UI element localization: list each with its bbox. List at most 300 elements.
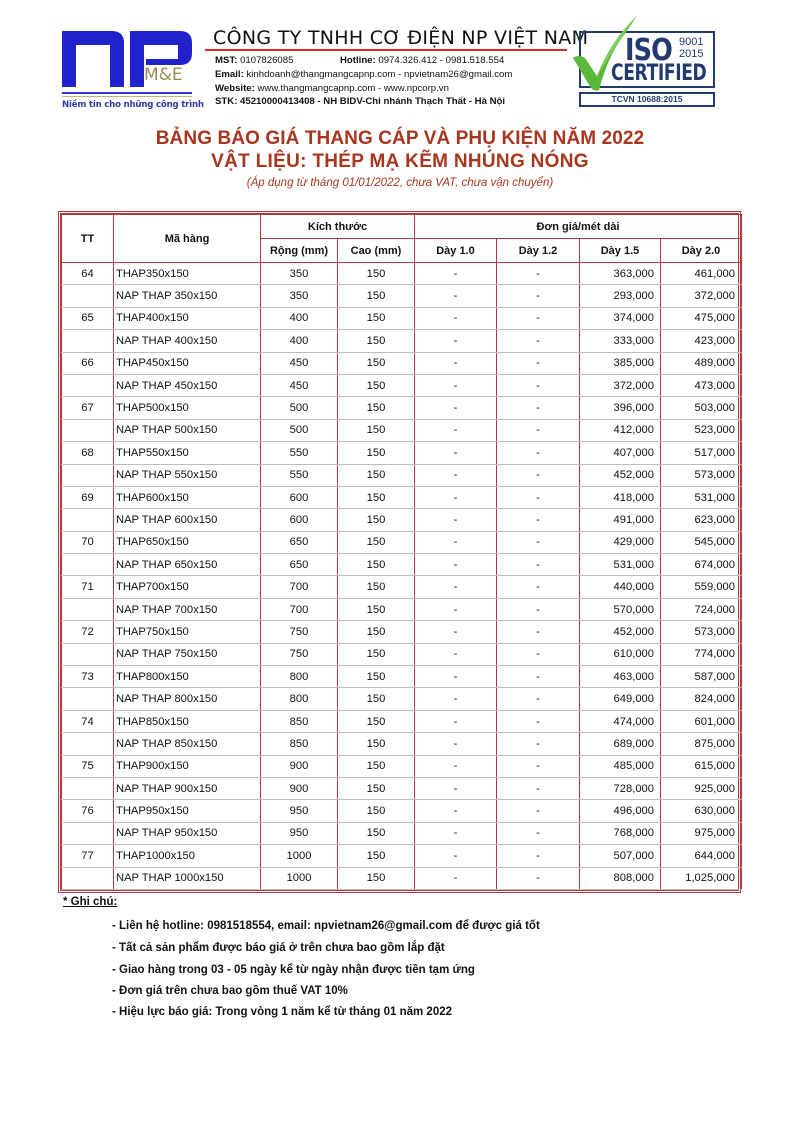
cell-code: NAP THAP 1000x150: [114, 867, 261, 889]
cell-code: THAP650x150: [114, 531, 261, 553]
table-row: [62, 442, 742, 464]
cell-height: 150: [338, 464, 415, 486]
cell-tt: [62, 688, 114, 710]
table-row: [62, 822, 742, 844]
logo-suffix: M&E: [144, 65, 183, 85]
cell-code: NAP THAP 700x150: [114, 598, 261, 620]
cell-code: THAP850x150: [114, 710, 261, 732]
cell-thickness-1-5: 808,000: [580, 867, 661, 889]
cell-thickness-1-5: 374,000: [580, 307, 661, 329]
cell-thickness-1-2: -: [497, 822, 580, 844]
cell-height: 150: [338, 800, 415, 822]
cell-height: 150: [338, 710, 415, 732]
cell-thickness-2-0: 517,000: [661, 442, 742, 464]
cell-code: NAP THAP 550x150: [114, 464, 261, 486]
cell-width: 450: [261, 374, 338, 396]
material-title: VẬT LIỆU: THÉP MẠ KẼM NHÚNG NÓNG: [211, 151, 589, 172]
cell-thickness-1-0: -: [415, 710, 497, 732]
col-header-width: Rộng (mm): [261, 239, 338, 263]
cell-thickness-1-0: -: [415, 330, 497, 352]
col-header-tt: TT: [62, 215, 114, 263]
cell-tt: [62, 285, 114, 307]
cell-code: NAP THAP 750x150: [114, 643, 261, 665]
document-title: BẢNG BÁO GIÁ THANG CÁP VÀ PHỤ KIỆN NĂM 2022: [155, 128, 645, 149]
cell-tt: 69: [62, 486, 114, 508]
cell-thickness-1-2: -: [497, 486, 580, 508]
cell-thickness-1-5: 768,000: [580, 822, 661, 844]
cell-thickness-1-2: -: [497, 576, 580, 598]
checkmark-icon: [571, 14, 641, 94]
price-table: [61, 214, 742, 890]
cell-code: NAP THAP 350x150: [114, 285, 261, 307]
cell-thickness-1-5: 610,000: [580, 643, 661, 665]
tcvn-label: TCVN 10688:2015: [579, 92, 715, 107]
cell-thickness-2-0: 623,000: [661, 509, 742, 531]
cell-thickness-1-2: -: [497, 352, 580, 374]
note-item: - Liên hệ hotline: 0981518554, email: npvietnam26@gmail.com để được giá tốt: [112, 920, 540, 932]
cell-width: 450: [261, 352, 338, 374]
cell-thickness-2-0: 372,000: [661, 285, 742, 307]
table-row: [62, 554, 742, 576]
cell-height: 150: [338, 688, 415, 710]
cell-thickness-1-5: 385,000: [580, 352, 661, 374]
cell-code: NAP THAP 950x150: [114, 822, 261, 844]
tax-code: [215, 55, 293, 66]
cell-thickness-1-0: -: [415, 442, 497, 464]
cell-thickness-1-0: -: [415, 666, 497, 688]
document-subtitle: (Áp dụng từ tháng 01/01/2022, chưa VAT, chưa vận chuyển): [246, 177, 554, 189]
table-body: [62, 263, 742, 890]
cell-thickness-1-0: -: [415, 688, 497, 710]
cell-width: 550: [261, 442, 338, 464]
cell-height: 150: [338, 822, 415, 844]
cell-width: 500: [261, 419, 338, 441]
iso-standard: [679, 36, 703, 60]
cell-code: THAP350x150: [114, 263, 261, 285]
cell-thickness-1-5: 418,000: [580, 486, 661, 508]
cell-width: 700: [261, 598, 338, 620]
notes-title: * Ghi chú:: [63, 896, 118, 908]
col-header-thickness-1-5: Dày 1.5: [580, 239, 661, 263]
cell-tt: [62, 374, 114, 396]
cell-thickness-1-5: 649,000: [580, 688, 661, 710]
cell-code: NAP THAP 650x150: [114, 554, 261, 576]
cell-width: 350: [261, 263, 338, 285]
table-row: [62, 688, 742, 710]
cell-thickness-2-0: 674,000: [661, 554, 742, 576]
cell-width: 500: [261, 397, 338, 419]
cell-thickness-1-2: -: [497, 800, 580, 822]
cell-thickness-1-5: 333,000: [580, 330, 661, 352]
cell-thickness-1-2: -: [497, 867, 580, 889]
cell-thickness-1-2: -: [497, 598, 580, 620]
cell-thickness-2-0: 475,000: [661, 307, 742, 329]
cell-width: 900: [261, 777, 338, 799]
cell-thickness-1-0: -: [415, 554, 497, 576]
cell-tt: 68: [62, 442, 114, 464]
cell-tt: [62, 598, 114, 620]
cell-height: 150: [338, 285, 415, 307]
table-row: [62, 486, 742, 508]
cell-height: 150: [338, 419, 415, 441]
cell-thickness-1-2: -: [497, 374, 580, 396]
table-row: [62, 307, 742, 329]
cell-thickness-1-2: -: [497, 755, 580, 777]
cell-thickness-1-2: -: [497, 307, 580, 329]
table-row: [62, 352, 742, 374]
cell-width: 600: [261, 509, 338, 531]
table-row: [62, 867, 742, 889]
cell-tt: [62, 643, 114, 665]
cell-height: 150: [338, 867, 415, 889]
cell-height: 150: [338, 755, 415, 777]
note-item: - Đơn giá trên chưa bao gồm thuế VAT 10%: [112, 985, 348, 997]
price-table-container: [58, 211, 741, 893]
cell-height: 150: [338, 845, 415, 867]
cell-height: 150: [338, 777, 415, 799]
table-row: [62, 263, 742, 285]
cell-height: 150: [338, 397, 415, 419]
cell-width: 650: [261, 531, 338, 553]
cell-thickness-2-0: 523,000: [661, 419, 742, 441]
table-row: [62, 397, 742, 419]
cell-thickness-1-0: -: [415, 285, 497, 307]
cell-tt: [62, 777, 114, 799]
cell-thickness-2-0: 615,000: [661, 755, 742, 777]
cell-height: 150: [338, 442, 415, 464]
website: [215, 83, 449, 94]
cell-code: NAP THAP 500x150: [114, 419, 261, 441]
cell-thickness-2-0: 975,000: [661, 822, 742, 844]
cell-thickness-2-0: 573,000: [661, 464, 742, 486]
cell-thickness-1-0: -: [415, 621, 497, 643]
cell-thickness-1-0: -: [415, 867, 497, 889]
cell-thickness-2-0: 489,000: [661, 352, 742, 374]
cell-code: NAP THAP 600x150: [114, 509, 261, 531]
cell-thickness-2-0: 1,025,000: [661, 867, 742, 889]
cell-tt: [62, 464, 114, 486]
cell-thickness-1-2: -: [497, 531, 580, 553]
cell-thickness-1-5: 570,000: [580, 598, 661, 620]
tax-code-label: MST:: [215, 55, 238, 66]
cell-thickness-1-2: -: [497, 845, 580, 867]
logo-divider: [62, 92, 192, 94]
table-row: [62, 330, 742, 352]
cell-code: THAP900x150: [114, 755, 261, 777]
cell-height: 150: [338, 307, 415, 329]
cell-height: 150: [338, 352, 415, 374]
cell-width: 400: [261, 307, 338, 329]
cell-height: 150: [338, 598, 415, 620]
cell-thickness-1-0: -: [415, 822, 497, 844]
cell-width: 950: [261, 800, 338, 822]
cell-thickness-1-5: 689,000: [580, 733, 661, 755]
cell-thickness-1-0: -: [415, 509, 497, 531]
table-row: [62, 598, 742, 620]
table-row: [62, 733, 742, 755]
cell-thickness-1-5: 412,000: [580, 419, 661, 441]
cell-code: NAP THAP 850x150: [114, 733, 261, 755]
cell-tt: [62, 554, 114, 576]
cell-height: 150: [338, 509, 415, 531]
cell-thickness-1-2: -: [497, 330, 580, 352]
col-header-thickness-1-2: Dày 1.2: [497, 239, 580, 263]
cell-tt: [62, 509, 114, 531]
cell-thickness-1-5: 728,000: [580, 777, 661, 799]
cell-thickness-1-0: -: [415, 263, 497, 285]
cell-width: 800: [261, 666, 338, 688]
logo-tagline: Niềm tin cho những công trình: [62, 100, 204, 110]
cell-thickness-1-2: -: [497, 621, 580, 643]
cell-thickness-1-5: 396,000: [580, 397, 661, 419]
cell-thickness-1-2: -: [497, 509, 580, 531]
cell-thickness-2-0: 461,000: [661, 263, 742, 285]
iso-number: 9001: [679, 36, 704, 48]
cell-tt: 75: [62, 755, 114, 777]
col-header-thickness-2-0: Dày 2.0: [661, 239, 742, 263]
cell-thickness-1-0: -: [415, 464, 497, 486]
cell-thickness-2-0: 774,000: [661, 643, 742, 665]
cell-thickness-1-2: -: [497, 464, 580, 486]
cell-thickness-2-0: 724,000: [661, 598, 742, 620]
cell-tt: 73: [62, 666, 114, 688]
iso-year: 2015: [679, 48, 704, 60]
cell-thickness-2-0: 559,000: [661, 576, 742, 598]
cell-thickness-1-5: 491,000: [580, 509, 661, 531]
cell-height: 150: [338, 486, 415, 508]
col-group-size: Kích thước: [261, 215, 415, 239]
cell-tt: 66: [62, 352, 114, 374]
cell-code: NAP THAP 450x150: [114, 374, 261, 396]
cell-code: THAP450x150: [114, 352, 261, 374]
cell-thickness-1-5: 474,000: [580, 710, 661, 732]
iso-certified-badge: [571, 14, 721, 109]
cell-thickness-1-0: -: [415, 419, 497, 441]
cell-width: 600: [261, 486, 338, 508]
cell-width: 900: [261, 755, 338, 777]
table-row: [62, 666, 742, 688]
cell-height: 150: [338, 374, 415, 396]
cell-thickness-1-2: -: [497, 666, 580, 688]
cell-code: NAP THAP 800x150: [114, 688, 261, 710]
table-row: [62, 419, 742, 441]
cell-height: 150: [338, 643, 415, 665]
table-row: [62, 509, 742, 531]
table-row: [62, 643, 742, 665]
note-item: - Hiệu lực báo giá: Trong vòng 1 năm kể từ tháng 01 năm 2022: [112, 1006, 453, 1018]
cell-thickness-1-5: 407,000: [580, 442, 661, 464]
cell-thickness-1-0: -: [415, 397, 497, 419]
cell-thickness-2-0: 601,000: [661, 710, 742, 732]
col-group-price: Đơn giá/mét dài: [415, 215, 742, 239]
cell-code: THAP950x150: [114, 800, 261, 822]
cell-code: THAP1000x150: [114, 845, 261, 867]
cell-tt: 74: [62, 710, 114, 732]
table-row: [62, 845, 742, 867]
cell-width: 650: [261, 554, 338, 576]
cell-thickness-1-5: 452,000: [580, 621, 661, 643]
cell-width: 700: [261, 576, 338, 598]
cell-thickness-1-5: 507,000: [580, 845, 661, 867]
website-label: Website:: [215, 83, 255, 94]
cell-thickness-1-2: -: [497, 688, 580, 710]
cell-thickness-1-0: -: [415, 777, 497, 799]
cell-thickness-1-0: -: [415, 486, 497, 508]
table-row: [62, 710, 742, 732]
cell-tt: [62, 867, 114, 889]
cell-thickness-1-0: -: [415, 845, 497, 867]
cell-width: 850: [261, 733, 338, 755]
col-header-thickness-1-0: Dày 1.0: [415, 239, 497, 263]
table-row: [62, 285, 742, 307]
cell-thickness-1-2: -: [497, 442, 580, 464]
email-label: Email:: [215, 69, 244, 80]
cell-thickness-2-0: 473,000: [661, 374, 742, 396]
cell-thickness-1-2: -: [497, 397, 580, 419]
cell-thickness-2-0: 503,000: [661, 397, 742, 419]
cell-thickness-1-0: -: [415, 733, 497, 755]
cell-thickness-1-2: -: [497, 710, 580, 732]
cell-thickness-1-5: 496,000: [580, 800, 661, 822]
cell-thickness-2-0: 925,000: [661, 777, 742, 799]
cell-thickness-2-0: 423,000: [661, 330, 742, 352]
cell-thickness-1-0: -: [415, 643, 497, 665]
hotline-label: Hotline:: [340, 55, 376, 66]
cell-thickness-1-2: -: [497, 263, 580, 285]
cell-height: 150: [338, 733, 415, 755]
cell-thickness-1-0: -: [415, 576, 497, 598]
cell-thickness-1-0: -: [415, 531, 497, 553]
cell-width: 750: [261, 621, 338, 643]
cell-tt: [62, 822, 114, 844]
iso-certified-label: CERTIFIED: [611, 61, 707, 86]
cell-tt: 71: [62, 576, 114, 598]
cell-tt: [62, 330, 114, 352]
cell-code: THAP700x150: [114, 576, 261, 598]
cell-thickness-1-5: 531,000: [580, 554, 661, 576]
email-value[interactable]: kinhdoanh@thangmangcapnp.com - npvietnam26@gmail.com: [246, 69, 513, 80]
cell-thickness-2-0: 875,000: [661, 733, 742, 755]
table-row: [62, 464, 742, 486]
cell-thickness-1-0: -: [415, 800, 497, 822]
cell-code: THAP750x150: [114, 621, 261, 643]
cell-tt: 64: [62, 263, 114, 285]
tax-code-value: 0107826085: [240, 55, 294, 66]
cell-tt: 77: [62, 845, 114, 867]
cell-tt: 72: [62, 621, 114, 643]
cell-thickness-2-0: 824,000: [661, 688, 742, 710]
cell-thickness-1-5: 372,000: [580, 374, 661, 396]
cell-thickness-2-0: 531,000: [661, 486, 742, 508]
cell-thickness-1-2: -: [497, 643, 580, 665]
cell-thickness-1-5: 452,000: [580, 464, 661, 486]
cell-thickness-2-0: 644,000: [661, 845, 742, 867]
cell-code: THAP400x150: [114, 307, 261, 329]
cell-thickness-2-0: 573,000: [661, 621, 742, 643]
cell-thickness-1-2: -: [497, 419, 580, 441]
cell-height: 150: [338, 554, 415, 576]
cell-thickness-1-2: -: [497, 733, 580, 755]
cell-height: 150: [338, 666, 415, 688]
cell-thickness-1-5: 429,000: [580, 531, 661, 553]
cell-thickness-2-0: 630,000: [661, 800, 742, 822]
iso-label: ISO: [625, 33, 672, 68]
cell-thickness-1-2: -: [497, 554, 580, 576]
cell-thickness-1-5: 293,000: [580, 285, 661, 307]
company-name-underline: [205, 49, 567, 51]
cell-thickness-1-2: -: [497, 285, 580, 307]
table-header-row: [62, 215, 742, 239]
table-row: [62, 777, 742, 799]
hotline: [340, 55, 504, 66]
cell-thickness-1-5: 440,000: [580, 576, 661, 598]
cell-thickness-1-0: -: [415, 307, 497, 329]
col-header-height: Cao (mm): [338, 239, 415, 263]
cell-thickness-1-0: -: [415, 374, 497, 396]
cell-thickness-1-5: 485,000: [580, 755, 661, 777]
cell-height: 150: [338, 576, 415, 598]
cell-tt: 70: [62, 531, 114, 553]
cell-tt: [62, 419, 114, 441]
cell-thickness-1-0: -: [415, 755, 497, 777]
cell-tt: 67: [62, 397, 114, 419]
cell-code: THAP550x150: [114, 442, 261, 464]
table-row: [62, 374, 742, 396]
cell-tt: 76: [62, 800, 114, 822]
cell-width: 350: [261, 285, 338, 307]
cell-width: 400: [261, 330, 338, 352]
company-logo: [62, 29, 204, 110]
cell-thickness-1-0: -: [415, 352, 497, 374]
cell-thickness-1-2: -: [497, 777, 580, 799]
company-name: CÔNG TY TNHH CƠ ĐIỆN NP VIỆT NAM: [213, 27, 589, 49]
cell-code: THAP600x150: [114, 486, 261, 508]
cell-code: NAP THAP 900x150: [114, 777, 261, 799]
table-row: [62, 755, 742, 777]
cell-height: 150: [338, 531, 415, 553]
cell-width: 1000: [261, 867, 338, 889]
logo-divider-gold: [62, 96, 192, 97]
cell-width: 750: [261, 643, 338, 665]
note-item: - Tất cả sản phẩm được báo giá ở trên chưa bao gồm lắp đặt: [112, 942, 445, 954]
cell-thickness-1-5: 363,000: [580, 263, 661, 285]
cell-width: 1000: [261, 845, 338, 867]
table-row: [62, 621, 742, 643]
cell-height: 150: [338, 330, 415, 352]
cell-code: THAP500x150: [114, 397, 261, 419]
cell-width: 950: [261, 822, 338, 844]
cell-width: 800: [261, 688, 338, 710]
hotline-value: 0974.326.412 - 0981.518.554: [378, 55, 505, 66]
table-row: [62, 800, 742, 822]
cell-height: 150: [338, 263, 415, 285]
cell-height: 150: [338, 621, 415, 643]
table-row: [62, 576, 742, 598]
cell-width: 850: [261, 710, 338, 732]
bank-account: STK: 45210000413408 - NH BIDV-Chi nhánh Thạch Thất - Hà Nội: [215, 96, 506, 107]
col-header-code: Mã hàng: [114, 215, 261, 263]
cell-code: THAP800x150: [114, 666, 261, 688]
cell-thickness-1-5: 463,000: [580, 666, 661, 688]
cell-tt: [62, 733, 114, 755]
cell-code: NAP THAP 400x150: [114, 330, 261, 352]
cell-thickness-2-0: 545,000: [661, 531, 742, 553]
cell-thickness-2-0: 587,000: [661, 666, 742, 688]
website-value[interactable]: www.thangmangcapnp.com - www.npcorp.vn: [257, 83, 449, 94]
cell-width: 550: [261, 464, 338, 486]
cell-tt: 65: [62, 307, 114, 329]
cell-thickness-1-0: -: [415, 598, 497, 620]
